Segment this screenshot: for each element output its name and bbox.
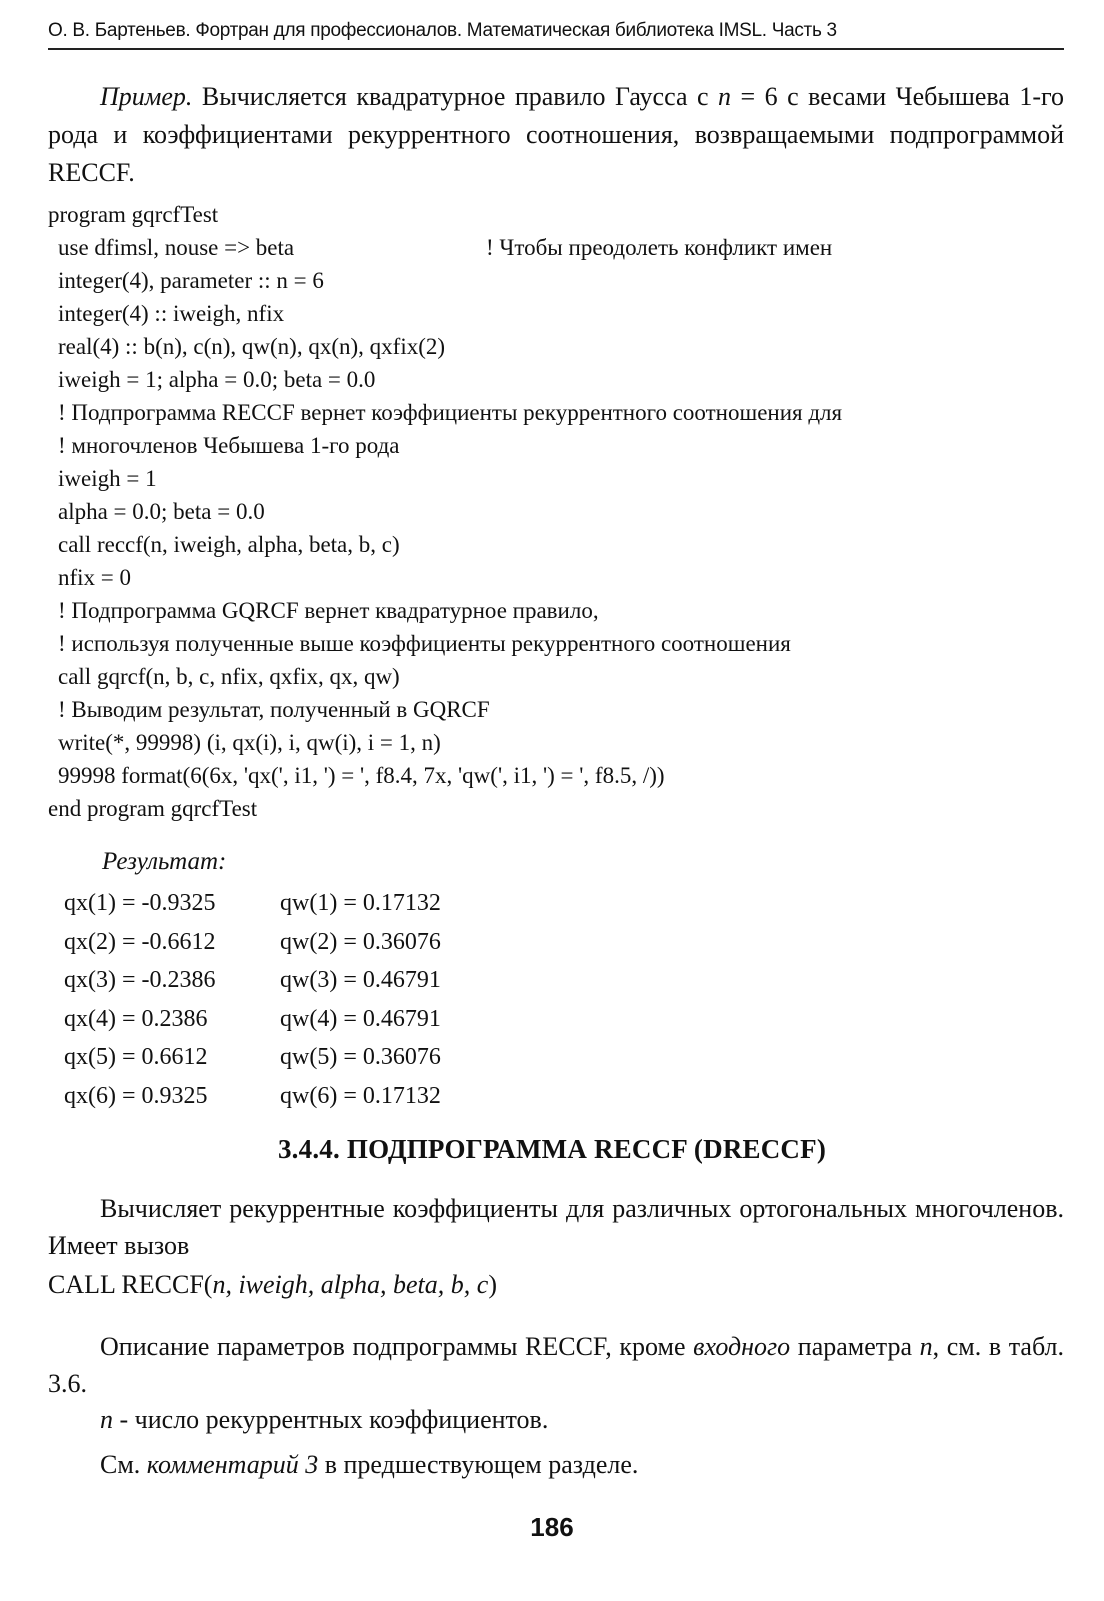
see-text: в предшествующем разделе. [318, 1450, 639, 1479]
code-comment-line: ! многочленов Чебышева 1-го рода [58, 433, 400, 458]
code-line: iweigh = 1 [58, 466, 157, 491]
code-line: nfix = 0 [58, 565, 132, 590]
example-intro [48, 78, 1064, 192]
qw-value: qw(5) = 0.36076 [280, 1044, 441, 1071]
result-row [64, 1077, 441, 1116]
intro-text: Вычисляется квадратурное правило Гаусса с [192, 82, 718, 111]
n-description [100, 1405, 548, 1435]
code-line: real(4) :: b(n), c(n), qw(n), qx(n), qxfix(2) [58, 334, 446, 359]
results-list [64, 884, 441, 1116]
code-line: alpha = 0.0; beta = 0.0 [58, 499, 265, 524]
call-args: n, iweigh, alpha, beta, b, c [212, 1270, 489, 1299]
code-line-text: use dfimsl, nouse => beta [58, 235, 295, 260]
code-line: integer(4), parameter :: n = 6 [58, 268, 324, 293]
code-line: call reccf(n, iweigh, alpha, beta, b, c) [58, 532, 400, 557]
code-line: call gqrcf(n, b, c, nfix, qxfix, qx, qw) [58, 664, 400, 689]
qw-value: qw(2) = 0.36076 [280, 928, 441, 955]
result-row [64, 884, 441, 923]
code-comment-line: ! Подпрограмма RECCF вернет коэффициенты рекуррентного соотношения для [58, 400, 843, 425]
code-line: iweigh = 1; alpha = 0.0; beta = 0.0 [58, 367, 376, 392]
qx-value: qx(5) = 0.6612 [64, 1044, 208, 1071]
code-line [48, 231, 1064, 264]
code-comment-line: ! Выводим результат, полученный в GQRCF [58, 697, 490, 722]
qx-value: qx(4) = 0.2386 [64, 1005, 208, 1032]
n-text: - число рекуррентных коэффициентов. [113, 1405, 549, 1434]
result-heading: Результат: [102, 848, 227, 875]
code-line: integer(4) :: iweigh, nfix [58, 301, 285, 326]
see-comment-line [100, 1450, 638, 1480]
qw-value: qw(4) = 0.46791 [280, 1005, 441, 1032]
params-text: , см. в табл. 3.6. [48, 1332, 1064, 1398]
call-prefix: CALL RECCF( [48, 1270, 213, 1299]
params-text: параметра [790, 1332, 920, 1361]
qx-value: qx(6) = 0.9325 [64, 1082, 208, 1109]
code-line: 99998 format(6(6x, 'qx(', i1, ') = ', f8.4, 7x, 'qw(', i1, ') = ', f8.5, /)) [58, 763, 665, 788]
qx-value: qx(3) = -0.2386 [64, 967, 216, 994]
see-text: См. [100, 1450, 147, 1479]
qx-value: qx(1) = -0.9325 [64, 890, 216, 916]
call-suffix: ) [488, 1270, 497, 1299]
code-line: program gqrcfTest [48, 202, 219, 227]
n-var: n [100, 1405, 113, 1434]
call-signature [48, 1270, 497, 1300]
qw-value: qw(6) = 0.17132 [280, 1082, 441, 1109]
qw-value: qw(1) = 0.17132 [280, 890, 441, 916]
qw-value: qw(3) = 0.46791 [280, 967, 441, 994]
result-row [64, 1000, 441, 1039]
intro-var-n: n [718, 82, 731, 111]
code-line: end program gqrcfTest [48, 796, 258, 821]
params-paragraph [48, 1328, 1064, 1402]
section-description: Вычисляет рекуррентные коэффициенты для различных ортогональных многочленов. Имеет вызов [48, 1194, 1064, 1260]
code-comment-line: ! Подпрограмма GQRCF вернет квадратурное правило, [58, 598, 599, 623]
running-header: О. В. Бартеньев. Фортран для профессионалов. Математическая библиотека IMSL. Часть 3 [48, 20, 1064, 50]
result-row [64, 961, 441, 1000]
code-inline-comment: ! Чтобы преодолеть конфликт имен [486, 235, 833, 260]
see-italic: комментарий 3 [146, 1450, 319, 1479]
qx-value: qx(2) = -0.6612 [64, 928, 216, 955]
result-row [64, 923, 441, 962]
params-text: Описание параметров подпрограммы RECCF, кроме [100, 1332, 694, 1361]
params-var-n: n [919, 1332, 933, 1361]
code-line: write(*, 99998) (i, qx(i), i, qw(i), i = 1, n) [58, 730, 441, 755]
intro-text-cont: = 6 с весами Чебышева 1-го рода и коэффициентами рекуррентного соотношения, возвращаемыми подпрограммой RECCF. [48, 82, 1065, 187]
result-row [64, 1038, 441, 1077]
section-heading: 3.4.4. ПОДПРОГРАММА RECCF (DRECCF) [277, 1134, 827, 1164]
params-italic: входного [693, 1332, 791, 1361]
page-number: 186 [530, 1512, 574, 1542]
example-label: Пример. [100, 82, 193, 111]
code-comment-line: ! используя полученные выше коэффициенты рекуррентного соотношения [58, 631, 791, 656]
code-listing [48, 198, 1064, 825]
